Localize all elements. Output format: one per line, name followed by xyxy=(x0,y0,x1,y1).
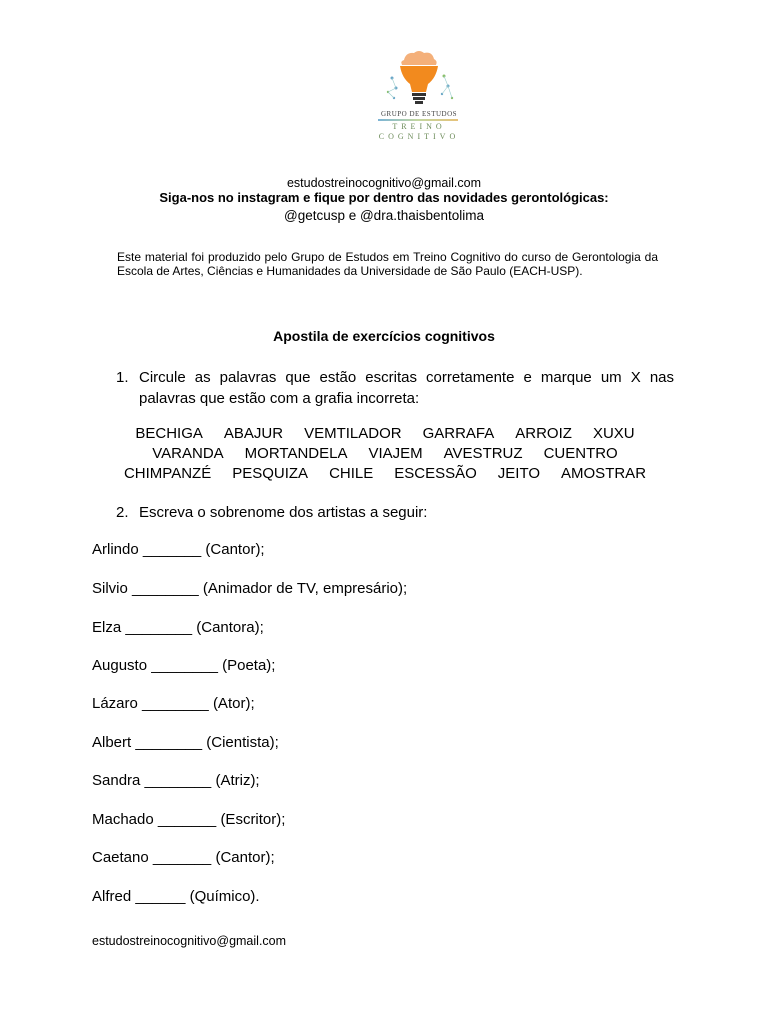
logo-divider xyxy=(378,119,458,121)
word: BECHIGA xyxy=(135,425,203,442)
artist-line: Lázaro ________ (Ator); xyxy=(92,695,255,712)
page-title: Apostila de exercícios cognitivos xyxy=(273,328,495,344)
word: CHILE xyxy=(329,465,374,482)
artist-line: Machado _______ (Escritor); xyxy=(92,811,286,828)
lightbulb-brain-icon xyxy=(364,48,474,110)
word: JEITO xyxy=(497,465,541,482)
word: XUXU xyxy=(592,425,635,442)
word: MORTANDELA xyxy=(244,445,348,462)
word: ARROIZ xyxy=(515,425,572,442)
artist-line: Arlindo _______ (Cantor); xyxy=(92,541,265,558)
artist-line: Augusto ________ (Poeta); xyxy=(92,657,276,674)
question-1-text: Circule as palavras que estão escritas corretamente e marque um X nas palavras que estão com a grafia incorreta: xyxy=(139,369,674,407)
word: CUENTRO xyxy=(543,445,618,462)
header-email: estudostreinocognitivo@gmail.com xyxy=(286,176,482,190)
logo xyxy=(364,48,474,148)
word: CHIMPANZÉ xyxy=(123,465,212,482)
word: VEMTILADOR xyxy=(304,425,402,442)
artist-line: Alfred ______ (Químico). xyxy=(92,888,260,905)
word: AMOSTRAR xyxy=(561,465,647,482)
word: AVESTRUZ xyxy=(443,445,523,462)
logo-text-line2: TREINO xyxy=(392,122,446,131)
question-2-text: Escreva o sobrenome dos artistas a seguir: xyxy=(139,504,428,521)
word: PESQUIZA xyxy=(232,465,309,482)
word-row-3 xyxy=(100,465,670,482)
logo-text-line3: COGNITIVO xyxy=(378,132,460,141)
word: VARANDA xyxy=(152,445,224,462)
word: ESCESSÃO xyxy=(394,465,477,482)
question-2-number: 2. xyxy=(116,504,129,521)
artist-line: Caetano _______ (Cantor); xyxy=(92,849,275,866)
word-row-2 xyxy=(100,445,670,462)
question-2 xyxy=(116,502,674,523)
logo-text-line1: GRUPO DE ESTUDOS xyxy=(380,110,458,118)
artist-line: Silvio ________ (Animador de TV, empresário); xyxy=(92,580,408,597)
footer-email: estudostreinocognitivo@gmail.com xyxy=(92,934,287,948)
word: ABAJUR xyxy=(223,425,284,442)
instagram-handles: @getcusp e @dra.thaisbentolima xyxy=(283,208,484,223)
artist-line: Sandra ________ (Atriz); xyxy=(92,772,260,789)
follow-text: Siga-nos no instagram e fique por dentro das novidades gerontológicas: xyxy=(159,190,609,205)
artist-line: Albert ________ (Cientista); xyxy=(92,734,279,751)
word: GARRAFA xyxy=(422,425,495,442)
question-1 xyxy=(116,367,674,409)
word-row-1 xyxy=(100,425,670,442)
intro-paragraph: Este material foi produzido pelo Grupo de Estudos em Treino Cognitivo do curso de Gerontologia da Escola de Artes, Ciências e Humanidades da Universidade de São Paulo (EACH-USP). xyxy=(117,250,658,278)
artist-line: Elza ________ (Cantora); xyxy=(92,619,264,636)
word: VIAJEM xyxy=(368,445,423,462)
question-1-number: 1. xyxy=(116,369,129,386)
